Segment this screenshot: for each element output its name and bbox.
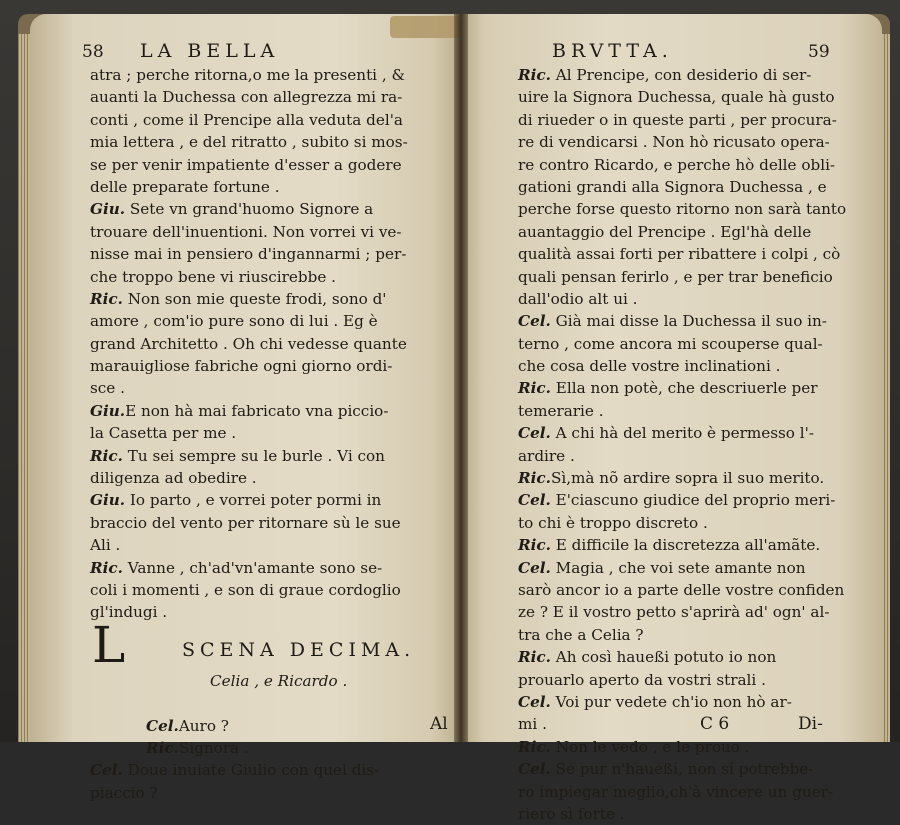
line-text: terno , come ancora mi scouperse qual- bbox=[518, 334, 823, 353]
spacer bbox=[90, 692, 415, 714]
text-line bbox=[90, 154, 415, 176]
scene-title: SCENA DECIMA. bbox=[182, 638, 416, 661]
line-text: qualità assai forti per ribattere i colpi , cò bbox=[518, 245, 841, 264]
text-line bbox=[518, 601, 846, 623]
text-line bbox=[518, 512, 846, 534]
speaker-label: Cel. bbox=[518, 558, 551, 577]
line-text: to chi è troppo discreto . bbox=[518, 513, 708, 532]
open-book bbox=[18, 14, 890, 823]
text-line bbox=[90, 86, 415, 108]
line-text: Sete vn grand'huomo Signore a bbox=[125, 200, 374, 219]
line-text: trouare dell'inuentioni. Non vorrei vi ve- bbox=[90, 222, 402, 241]
text-line bbox=[90, 266, 415, 288]
line-text: ze ? E il vostro petto s'aprirà ad' ogn' al- bbox=[518, 603, 830, 622]
text-line bbox=[518, 176, 846, 198]
line-text: uire la Signora Duchessa, quale hà gusto bbox=[518, 88, 835, 107]
text-line bbox=[518, 422, 846, 444]
text-line bbox=[518, 310, 846, 332]
text-line bbox=[90, 109, 415, 131]
speaker-label: Giu. bbox=[90, 491, 126, 510]
catchword-right: Di- bbox=[798, 714, 823, 734]
line-text: dall'odio alt ui . bbox=[518, 289, 638, 308]
line-text: coli i momenti , e son di graue cordoglio bbox=[90, 580, 401, 599]
text-line bbox=[518, 377, 846, 399]
text-line bbox=[90, 512, 415, 534]
speaker-label: Cel. bbox=[518, 491, 551, 510]
speaker-label: Giu. bbox=[90, 200, 126, 219]
text-line bbox=[518, 467, 846, 489]
line-text: sarò ancor io a parte delle vostre confiden bbox=[518, 580, 845, 599]
right-page-text bbox=[518, 64, 846, 825]
line-text: mi . bbox=[518, 715, 547, 734]
right-line-list bbox=[518, 64, 846, 825]
line-text: che cosa delle vostre inclinationi . bbox=[518, 357, 781, 376]
speaker-label: Ric. bbox=[90, 446, 123, 465]
line-text: gationi grandi alla Signora Duchessa , e bbox=[518, 177, 827, 196]
line-text: tra che a Celia ? bbox=[518, 625, 644, 644]
text-line bbox=[518, 221, 846, 243]
text-line bbox=[90, 467, 415, 489]
line-text: se per venir impatiente d'esser a godere bbox=[90, 155, 402, 174]
text-line bbox=[518, 355, 846, 377]
text-line bbox=[518, 736, 846, 758]
text-line bbox=[518, 266, 846, 288]
text-line bbox=[90, 131, 415, 153]
line-text: E non hà mai fabricato vna piccio- bbox=[125, 401, 389, 420]
line-text: Se pur n'haueßi, non si potrebbe- bbox=[550, 760, 814, 779]
line-text: conti , come il Prencipe alla veduta del'a bbox=[90, 110, 403, 129]
line-text: di riueder o in queste parti , per procura- bbox=[518, 110, 837, 129]
line-text: braccio del vento per ritornare sù le sue bbox=[90, 513, 401, 532]
text-line bbox=[518, 288, 846, 310]
line-text: riero sì forte . bbox=[518, 804, 625, 823]
speaker-label: Ric. bbox=[518, 66, 551, 84]
line-text: Io parto , e vorrei poter pormi in bbox=[125, 491, 382, 510]
drop-cap: L bbox=[92, 616, 126, 674]
text-line bbox=[90, 534, 415, 556]
page-number-right: 59 bbox=[808, 42, 830, 62]
text-line bbox=[518, 579, 846, 601]
speaker-label: Cel. bbox=[518, 760, 551, 779]
text-line bbox=[90, 355, 415, 377]
text-line bbox=[90, 288, 415, 310]
line-text: Al Prencipe, con desiderio di ser- bbox=[550, 66, 812, 84]
line-text: nisse mai in pensiero d'ingannarmi ; per- bbox=[90, 245, 407, 264]
line-text: sce . bbox=[90, 379, 125, 398]
text-line bbox=[90, 377, 415, 399]
text-line bbox=[90, 489, 415, 511]
text-line bbox=[518, 691, 846, 713]
text-line bbox=[90, 601, 415, 623]
line-text: Ali . bbox=[90, 536, 121, 555]
catchword-left: Al bbox=[430, 714, 448, 734]
text-line bbox=[518, 713, 846, 735]
page-number-left: 58 bbox=[82, 42, 104, 62]
text-line bbox=[90, 310, 415, 332]
text-line bbox=[518, 400, 846, 422]
line-text: Signora . bbox=[178, 738, 249, 757]
running-head-right: BRVTTA. bbox=[552, 40, 673, 62]
text-line bbox=[90, 333, 415, 355]
line-text: auantaggio del Prencipe . Egl'hà delle bbox=[518, 222, 812, 241]
text-line bbox=[518, 781, 846, 803]
line-text: Vanne , ch'ad'vn'amante sono se- bbox=[122, 558, 383, 577]
line-text: Tu sei sempre su le burle . Vi con bbox=[122, 446, 385, 465]
speaker-label: Cel. bbox=[518, 424, 551, 443]
text-line bbox=[90, 782, 415, 804]
text-line bbox=[518, 243, 846, 265]
speaker-label: Cel. bbox=[90, 761, 123, 780]
line-text: auanti la Duchessa con allegrezza mi ra- bbox=[90, 88, 403, 107]
text-line bbox=[518, 669, 846, 691]
text-line bbox=[518, 534, 846, 556]
right-page bbox=[460, 14, 882, 823]
line-text: grand Architetto . Oh chi vedesse quante bbox=[90, 334, 407, 353]
speaker-label: Giu. bbox=[90, 401, 126, 420]
text-line bbox=[90, 557, 415, 579]
line-text: A chi hà del merito è permesso l'- bbox=[550, 424, 814, 443]
text-line bbox=[90, 579, 415, 601]
text-line bbox=[518, 131, 846, 153]
line-text: amore , com'io pure sono di lui . Eg è bbox=[90, 312, 378, 331]
text-line bbox=[90, 445, 415, 467]
speaker-label: Cel. bbox=[518, 692, 551, 711]
line-text: E'ciascuno giudice del proprio meri- bbox=[550, 491, 836, 510]
speaker-label: Ric. bbox=[518, 648, 551, 667]
text-line bbox=[90, 198, 415, 220]
text-line bbox=[90, 221, 415, 243]
text-line bbox=[90, 759, 415, 781]
text-line bbox=[90, 243, 415, 265]
line-text: marauigliose fabriche ogni giorno ordi- bbox=[90, 357, 393, 376]
line-text: Ah così haueßi potuto io non bbox=[550, 648, 777, 667]
line-text: Auro ? bbox=[178, 716, 229, 735]
text-line bbox=[90, 715, 415, 737]
line-text: temerarie . bbox=[518, 401, 604, 420]
book-gutter bbox=[454, 14, 468, 742]
text-line bbox=[518, 489, 846, 511]
text-line bbox=[518, 154, 846, 176]
left-page-text bbox=[90, 64, 415, 804]
text-line bbox=[518, 198, 846, 220]
text-line bbox=[518, 803, 846, 825]
running-head-left: LA BELLA bbox=[140, 40, 280, 62]
text-line bbox=[518, 624, 846, 646]
line-text: che troppo bene vi riuscirebbe . bbox=[90, 267, 336, 286]
text-line bbox=[90, 400, 415, 422]
line-text: piaccio ? bbox=[90, 783, 158, 802]
line-text: diligenza ad obedire . bbox=[90, 469, 257, 488]
line-text: Non le vedo , e le prouo . bbox=[550, 737, 750, 756]
left-final-lines bbox=[90, 715, 415, 805]
speaker-label: Ric. bbox=[518, 469, 551, 488]
line-text: delle preparate fortune . bbox=[90, 177, 280, 196]
text-line bbox=[90, 64, 415, 86]
line-text: E difficile la discretezza all'amãte. bbox=[550, 536, 821, 555]
line-text: re contro Ricardo, e perche hò delle obli- bbox=[518, 155, 836, 174]
speaker-label: Ric. bbox=[518, 737, 551, 756]
line-text: Magia , che voi sete amante non bbox=[550, 558, 806, 577]
text-line bbox=[518, 445, 846, 467]
signature-mark: C 6 bbox=[700, 714, 730, 734]
line-text: ro impiegar meglio,ch'à vincere un guer- bbox=[518, 782, 834, 801]
speaker-label: Ric. bbox=[90, 289, 123, 308]
line-text: Sì,mà nõ ardire sopra il suo merito. bbox=[550, 469, 825, 488]
line-text: ardire . bbox=[518, 446, 575, 465]
paper-tab bbox=[390, 16, 460, 38]
line-text: Voi pur vedete ch'io non hò ar- bbox=[550, 692, 792, 711]
text-line bbox=[518, 557, 846, 579]
speaker-label: Ric. bbox=[518, 379, 551, 398]
left-line-list bbox=[90, 64, 415, 624]
left-page bbox=[30, 14, 466, 802]
speaker-label: Ric. bbox=[518, 536, 551, 555]
line-text: Già mai disse la Duchessa il suo in- bbox=[550, 312, 827, 331]
line-text: quali pensan ferirlo , e per trar beneficio bbox=[518, 267, 833, 286]
line-text: Non son mie queste frodi, sono d' bbox=[122, 289, 387, 308]
text-line bbox=[518, 86, 846, 108]
text-line bbox=[518, 109, 846, 131]
line-text: Ella non potè, che descriuerle per bbox=[550, 379, 818, 398]
text-line bbox=[90, 422, 415, 444]
line-text: re di vendicarsi . Non hò ricusato opera- bbox=[518, 133, 830, 152]
text-line bbox=[90, 176, 415, 198]
text-line bbox=[518, 758, 846, 780]
text-line bbox=[518, 646, 846, 668]
speaker-label: Ric. bbox=[90, 558, 123, 577]
scene-cast: Celia , e Ricardo . bbox=[210, 671, 348, 690]
speaker-label: Cel. bbox=[518, 312, 551, 331]
line-text: la Casetta per me . bbox=[90, 424, 237, 443]
text-line bbox=[90, 737, 415, 759]
line-text: atra ; perche ritorna,o me la presenti , & bbox=[90, 66, 406, 84]
line-text: mia lettera , e del ritratto , subito si mos- bbox=[90, 133, 408, 152]
text-line bbox=[518, 333, 846, 355]
line-text: prouarlo aperto da vostri strali . bbox=[518, 670, 766, 689]
line-text: gl'indugi . bbox=[90, 603, 168, 622]
speaker-label: Cel. bbox=[146, 716, 179, 735]
line-text: perche forse questo ritorno non sarà tanto bbox=[518, 200, 847, 219]
text-line bbox=[518, 64, 846, 86]
speaker-label: Ric. bbox=[146, 738, 179, 757]
line-text: Doue inuiate Giulio con quel dis- bbox=[122, 761, 380, 780]
